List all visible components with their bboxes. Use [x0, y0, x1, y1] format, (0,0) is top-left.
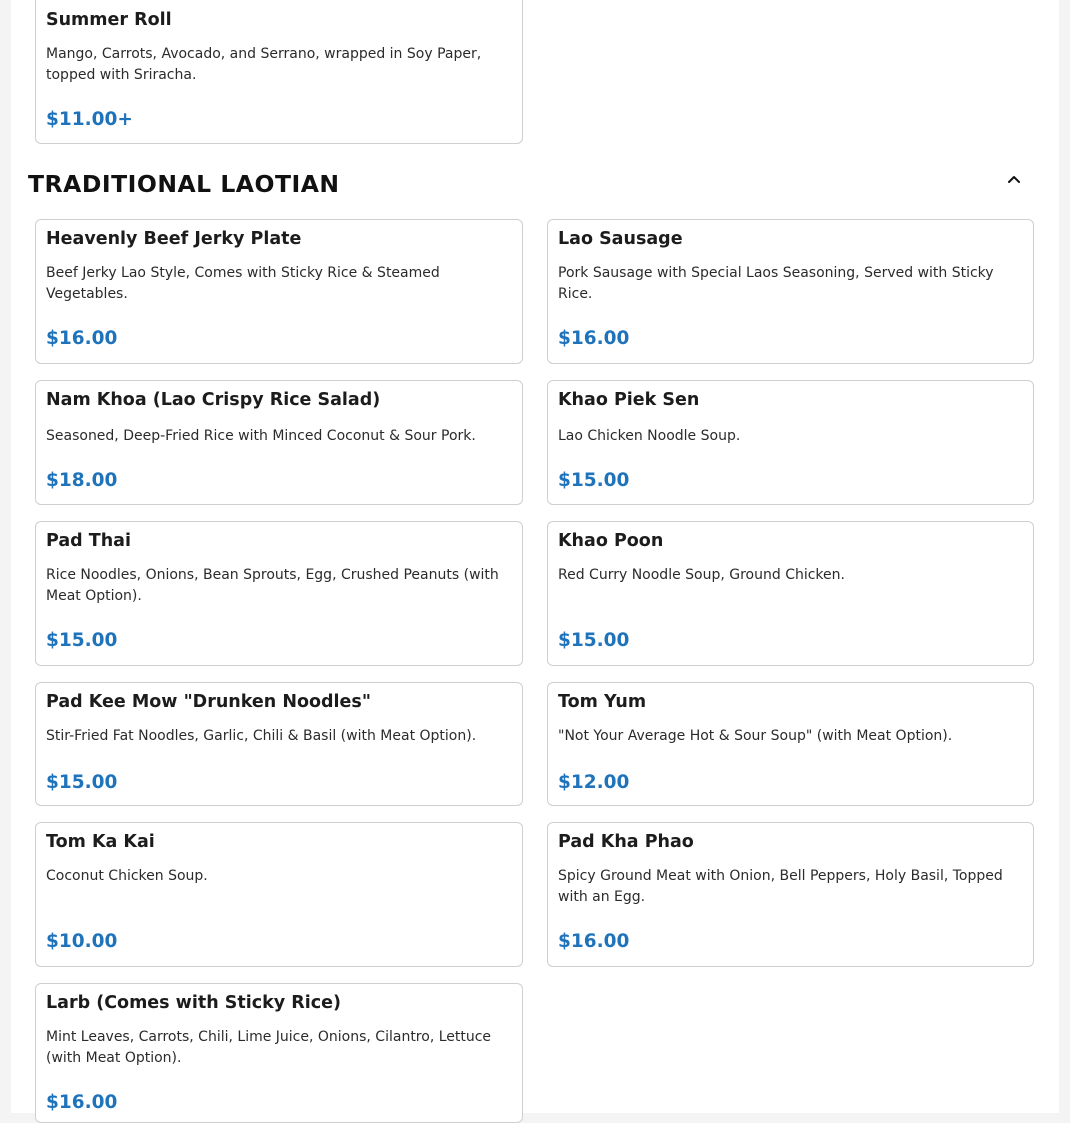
- menu-item-card[interactable]: [547, 682, 1034, 806]
- menu-item-name: Khao Piek Sen: [558, 390, 700, 410]
- menu-item-name: Khao Poon: [558, 531, 664, 551]
- menu-item-description: Seasoned, Deep-Fried Rice with Minced Coconut & Sour Pork.: [46, 428, 476, 444]
- menu-item-name: Pad Kee Mow "Drunken Noodles": [46, 692, 371, 712]
- menu-item-card[interactable]: [35, 983, 523, 1123]
- menu-item-card[interactable]: [35, 682, 523, 806]
- menu-item-description: Spicy Ground Meat with Onion, Bell Peppers, Holy Basil, Topped with an Egg.: [558, 868, 1003, 905]
- menu-item-price: $10.00: [46, 931, 118, 952]
- menu-item-price: $15.00: [558, 630, 630, 651]
- menu-item-card[interactable]: [35, 0, 523, 144]
- menu-item-card[interactable]: [547, 521, 1034, 666]
- menu-item-name: Lao Sausage: [558, 229, 683, 249]
- menu-item-price: $15.00: [558, 470, 630, 491]
- menu-item-card[interactable]: [35, 521, 523, 666]
- menu-item-description: Stir-Fried Fat Noodles, Garlic, Chili & Basil (with Meat Option).: [46, 728, 477, 744]
- menu-item-description: Mango, Carrots, Avocado, and Serrano, wrapped in Soy Paper, topped with Sriracha.: [46, 46, 482, 83]
- menu-item-card[interactable]: [35, 380, 523, 505]
- menu-item-card[interactable]: [547, 380, 1034, 505]
- menu-item-description: "Not Your Average Hot & Sour Soup" (with Meat Option).: [558, 728, 953, 744]
- menu-item-name: Summer Roll: [46, 10, 172, 30]
- menu-item-name: Tom Yum: [558, 692, 647, 712]
- menu-item-description: Red Curry Noodle Soup, Ground Chicken.: [558, 567, 845, 583]
- menu-item-name: Pad Kha Phao: [558, 832, 694, 852]
- menu-item-description: Rice Noodles, Onions, Bean Sprouts, Egg, Crushed Peanuts (with Meat Option).: [46, 567, 499, 604]
- menu-item-price: $15.00: [46, 772, 118, 793]
- menu-item-price: $16.00: [46, 328, 118, 349]
- menu-item-price: $12.00: [558, 772, 630, 793]
- menu-item-name: Larb (Comes with Sticky Rice): [46, 993, 341, 1013]
- menu-item-card[interactable]: [547, 822, 1034, 967]
- menu-item-price: $18.00: [46, 470, 118, 491]
- menu-item-description: Pork Sausage with Special Laos Seasoning, Served with Sticky Rice.: [558, 265, 994, 302]
- menu-item-name: Heavenly Beef Jerky Plate: [46, 229, 302, 249]
- section-title: TRADITIONAL LAOTIAN: [28, 170, 340, 198]
- section-collapse-toggle[interactable]: [1003, 168, 1025, 190]
- menu-item-description: Lao Chicken Noodle Soup.: [558, 428, 741, 444]
- menu-item-price: $16.00: [46, 1092, 118, 1113]
- menu-item-description: Coconut Chicken Soup.: [46, 868, 208, 884]
- menu-item-price: $11.00+: [46, 109, 133, 130]
- menu-item-name: Pad Thai: [46, 531, 131, 551]
- menu-item-description: Mint Leaves, Carrots, Chili, Lime Juice, Onions, Cilantro, Lettuce (with Meat Option).: [46, 1029, 492, 1066]
- menu-item-card[interactable]: [35, 822, 523, 967]
- chevron-up-icon: [1006, 171, 1022, 187]
- menu-item-name: Tom Ka Kai: [46, 832, 155, 852]
- menu-item-price: $16.00: [558, 931, 630, 952]
- menu-item-price: $15.00: [46, 630, 118, 651]
- menu-item-card[interactable]: [35, 219, 523, 364]
- menu-item-card[interactable]: [547, 219, 1034, 364]
- menu-item-price: $16.00: [558, 328, 630, 349]
- menu-item-name: Nam Khoa (Lao Crispy Rice Salad): [46, 390, 381, 410]
- menu-item-description: Beef Jerky Lao Style, Comes with Sticky Rice & Steamed Vegetables.: [46, 265, 440, 302]
